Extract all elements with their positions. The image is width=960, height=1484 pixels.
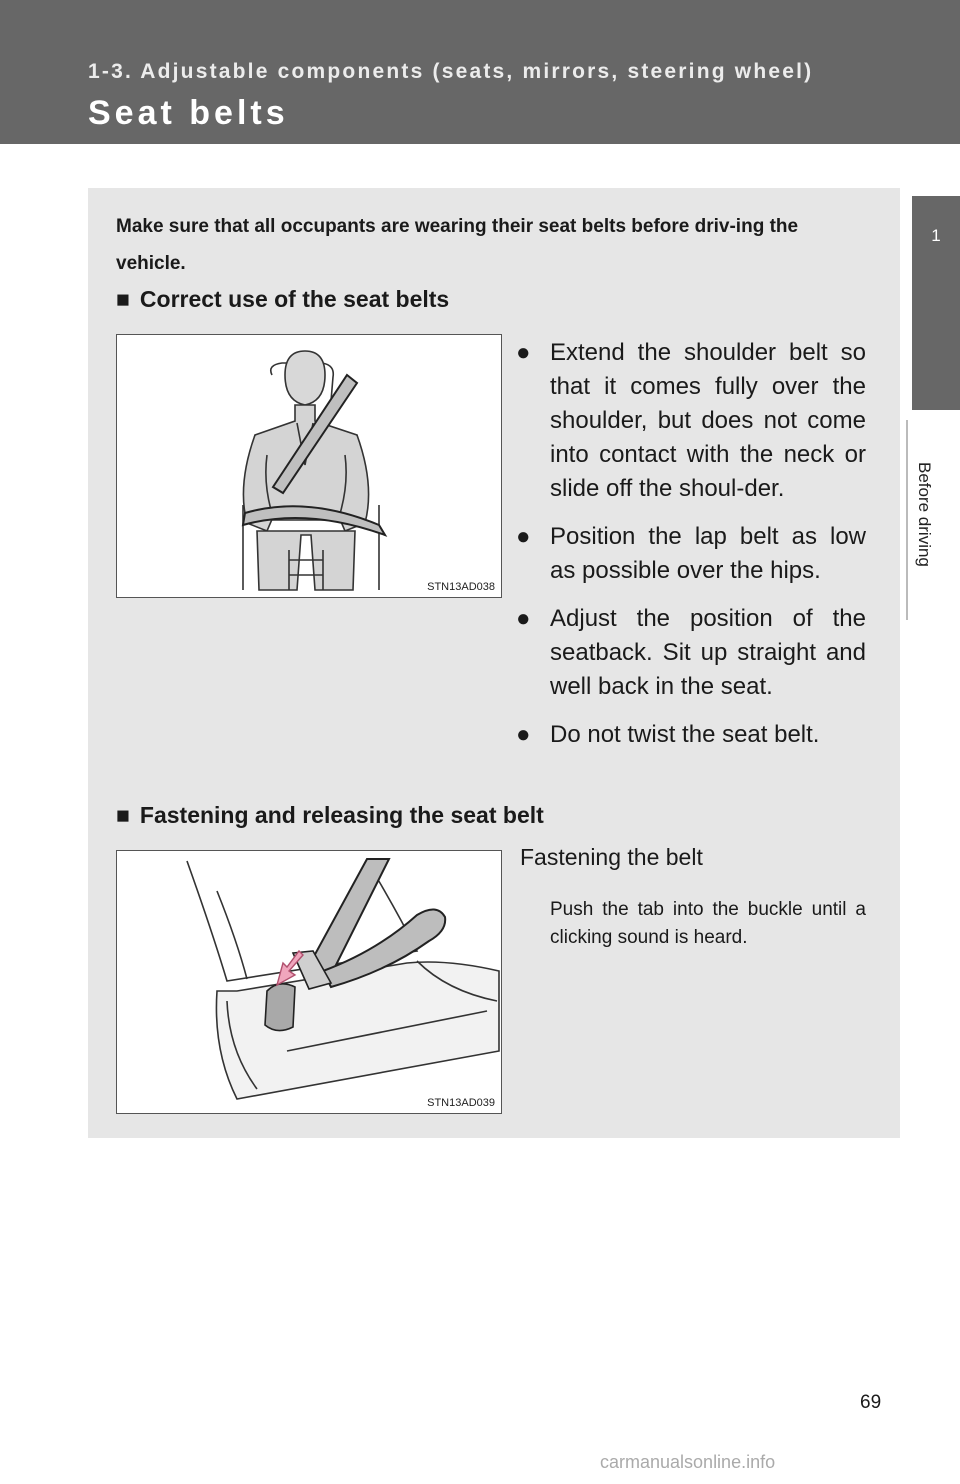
buckle-figure — [116, 850, 502, 1114]
bullet-dot-icon: ● — [516, 523, 531, 550]
bullet-dot-icon: ● — [516, 605, 531, 632]
chapter-number: 1 — [931, 226, 941, 245]
watermark: carmanualsonline.info — [600, 1452, 776, 1472]
step-description: Push the tab into the buckle until a clicking sound is heard. — [550, 899, 866, 948]
chapter-label: Before driving — [915, 462, 934, 567]
buckle-illustration — [117, 851, 501, 1113]
section1-heading — [116, 286, 449, 313]
content-panel — [88, 188, 900, 1138]
bullet-dot-icon: ● — [516, 339, 531, 366]
list-item: ● Adjust the position of the seatback. Sit up straight and well back in the seat. — [516, 602, 866, 704]
list-item: ● Position the lap belt as low as possible over the hips. — [516, 520, 866, 588]
intro-text: Make sure that all occupants are wearing their seat belts before driv-ing the vehicle. — [116, 216, 799, 274]
step-title: Fastening the belt — [520, 844, 703, 870]
page-number: 69 — [860, 1392, 882, 1413]
bullet-list — [516, 336, 866, 766]
page-title: Seat belts — [88, 94, 289, 132]
list-item: ● Extend the shoulder belt so that it comes fully over the shoulder, but does not come into contact with the neck or slide off the shoul-der. — [516, 336, 866, 506]
seatbelt-position-figure — [116, 334, 502, 598]
square-bullet-icon: ■ — [116, 286, 130, 312]
tab-divider — [906, 420, 908, 620]
bullet-dot-icon: ● — [516, 721, 531, 748]
seated-occupant-illustration — [117, 335, 501, 597]
chapter-tab — [912, 196, 960, 410]
figure-code: STN13AD038 — [427, 581, 495, 593]
section2-heading — [116, 802, 544, 829]
figure-code: STN13AD039 — [427, 1097, 495, 1109]
page-header — [0, 0, 960, 144]
square-bullet-icon: ■ — [116, 802, 130, 828]
section2-title: Fastening and releasing the seat belt — [139, 802, 544, 828]
section1-title: Correct use of the seat belts — [139, 286, 450, 312]
section-title: 1-3. Adjustable components (seats, mirrors, steering wheel) — [88, 60, 814, 83]
list-item: ● Do not twist the seat belt. — [516, 718, 866, 752]
